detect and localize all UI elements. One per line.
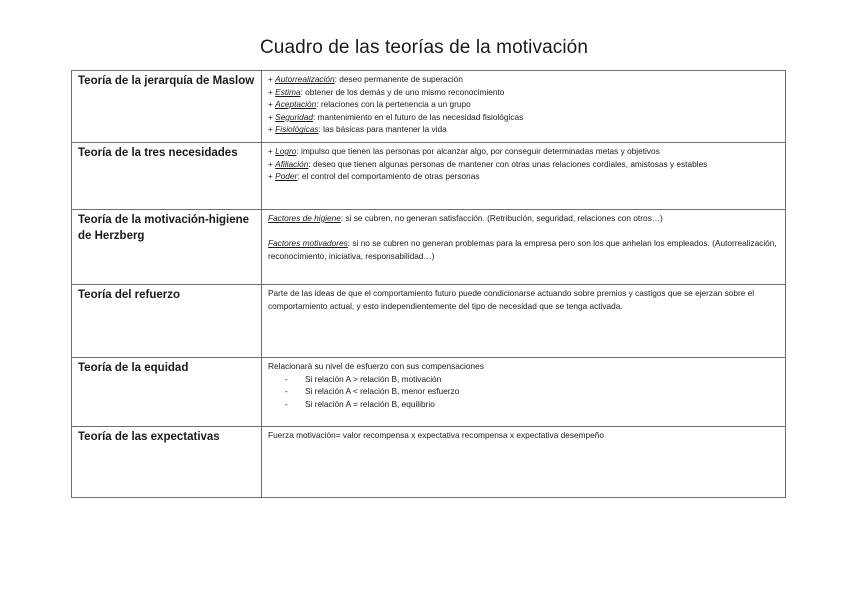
- theory-description: [262, 210, 786, 285]
- list-item: + Fisiológicas: las básicas para mantener la vida: [268, 124, 447, 135]
- list-item: + Poder: el control del comportamiento de otras personas: [268, 171, 480, 182]
- theory-description: Parte de las ideas de que el comportamiento futuro puede condicionarse actuando sobre premios y castigos que se ejerzan sobre el comportamiento actual, y esto independientemente del tipo de necesidad que se tenga activada.: [262, 285, 786, 358]
- list-item: Factores de higiene: si se cubren, no generan satisfacción. (Retribución, seguridad, relaciones con otros…): [268, 213, 663, 223]
- table-row: [72, 71, 786, 143]
- keyword: Seguridad: [275, 111, 313, 122]
- keyword: Factores de higiene: [268, 213, 341, 223]
- table-row: [72, 143, 786, 210]
- theory-name: Teoría del refuerzo: [72, 285, 262, 358]
- list-item: - Si relación A = relación B, equilibrio: [285, 398, 780, 411]
- keyword: Poder: [275, 171, 298, 182]
- list-item: - Si relación A > relación B, motivación: [285, 373, 780, 386]
- list-item: - Si relación A < relación B, menor esfuerzo: [285, 385, 780, 398]
- keyword: Logro: [275, 146, 297, 156]
- keyword: Aceptación: [275, 99, 317, 110]
- theory-description: [262, 143, 786, 210]
- theory-name: Teoría de la motivación-higiene de Herzberg: [72, 210, 262, 285]
- theory-description: [262, 358, 786, 427]
- keyword: Fisiológicas: [275, 124, 319, 135]
- list-item: + Seguridad: mantenimiento en el futuro de las necesidad fisiológicas: [268, 111, 524, 122]
- list-item: + Afiliación: deseo que tienen algunas personas de mantener con otras unas relaciones cordiales, amistosas y estables: [268, 158, 708, 169]
- keyword: Factores motivadores: [268, 238, 348, 249]
- list-item: Factores motivadores: si no se cubren no generan problemas para la empresa pero son los que anhelan los empleados. (Autorrealización, reconocimiento, iniciativa, responsabilidad…): [268, 238, 777, 261]
- theory-description: Fuerza motivación= valor recompensa x expectativa recompensa x expectativa desempeño: [262, 427, 786, 498]
- table-row: [72, 285, 786, 358]
- list-item: + Estima: obtener de los demás y de uno mismo reconocimiento: [268, 86, 505, 97]
- table-row: [72, 210, 786, 285]
- theory-name: Teoría de las expectativas: [72, 427, 262, 498]
- theory-name: Teoría de la tres necesidades: [72, 143, 262, 210]
- theories-table: [71, 70, 786, 498]
- bullet-list: [268, 373, 780, 411]
- keyword: Estima: [275, 86, 301, 97]
- table-row: [72, 358, 786, 427]
- keyword: Afiliación: [275, 158, 309, 169]
- list-item: + Logro: impulso que tienen las personas por alcanzar algo, por conseguir determinadas metas y objetivos: [268, 146, 660, 156]
- keyword: Autorrealización: [275, 74, 335, 84]
- list-item: + Autorrealización: deseo permanente de superación: [268, 74, 463, 84]
- table-row: [72, 427, 786, 498]
- list-item: + Aceptación: relaciones con la pertenencia a un grupo: [268, 99, 471, 110]
- theory-description: [262, 71, 786, 143]
- theory-name: Teoría de la equidad: [72, 358, 262, 427]
- spacer: [268, 225, 780, 238]
- document-title: Cuadro de las teorías de la motivación: [259, 37, 589, 58]
- description-text: Relacionará su nivel de esfuerzo con sus compensaciones: [268, 361, 484, 371]
- theory-name: Teoría de la jerarquía de Maslow: [72, 71, 262, 143]
